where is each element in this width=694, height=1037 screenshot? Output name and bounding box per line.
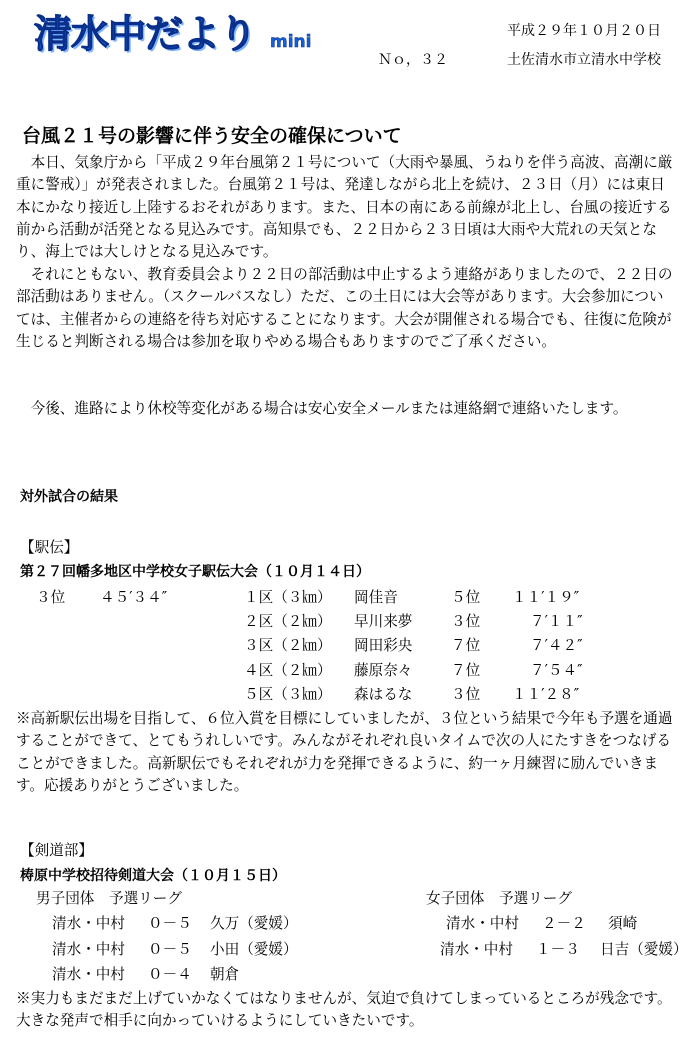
- leg-section: １区（３㎞）: [244, 589, 332, 606]
- results-heading: 対外試合の結果: [20, 489, 118, 505]
- ekiden-comment: ※高新駅伝出場を目指して、６位入賞を目標にしていましたが、３位という結果で今年も予選を通過することができて、とてもうれしいです。みんながそれぞれ良いタイムで次の人にたすきをつなげることができました。高新駅伝でもそれぞれが力を発揮できるように、約一ヶ月練習に励んでいきます。応援ありがとうございました。: [16, 710, 673, 794]
- match-score: ２－２: [542, 915, 586, 932]
- leg-place: ７位: [451, 662, 481, 679]
- kendo-event: 梼原中学校招待剣道大会（１０月１５日）: [20, 868, 286, 884]
- school-name: 土佐清水市立清水中学校: [507, 52, 661, 68]
- article-paragraph-1: 本日、気象庁から「平成２９年台風第２１号について（大雨や暴風、うねりを伴う高波、高潮に厳重に警戒）」が発表されました。台風第２１号は、発達しながら北上を続け、２３日（月）には東日本にかなり接近し上陸するおそれがあります。また、日本の南にある前線が北上し、台風の接近する前から活動が活発となる見込みです。高知県でも、２２日から２３日頃は大雨や大荒れの天気となり、海上では大しけとなる見込みです。: [16, 154, 673, 261]
- leg-place: ５位: [451, 589, 481, 606]
- newsletter-logo-mini: mini: [270, 32, 312, 52]
- leg-section: ２区（２㎞）: [244, 613, 332, 630]
- kendo-label: 【剣道部】: [20, 842, 93, 859]
- match-score: ０－４: [148, 966, 192, 983]
- article-paragraph-2: それにともない、教育委員会より２２日の部活動は中止するよう連絡がありましたので、２２日の部活動はありません。（スクールバスなし）ただ、この土日には大会等があります。大会参加については、主催者からの連絡を待ち対応することになります。大会が開催される場合でも、往復に危険が生じると判断される場合は参加を取りやめる場合もありますのでご了承ください。: [16, 266, 673, 350]
- leg-runner: 岡田彩央: [354, 637, 413, 654]
- match-team: 清水・中村: [446, 915, 519, 932]
- leg-section: ５区（３㎞）: [244, 686, 332, 703]
- leg-place: ３位: [451, 686, 481, 703]
- match-opponent: 久万（愛媛）: [210, 915, 298, 932]
- leg-time: ７′５４″: [530, 662, 583, 679]
- match-score: ０－５: [148, 941, 192, 958]
- ekiden-team-time: ４５′３４″: [100, 589, 168, 606]
- ekiden-team-place: ３位: [36, 589, 66, 606]
- match-team: 清水・中村: [52, 915, 125, 932]
- match-score: ０－５: [148, 915, 192, 932]
- match-opponent: 須崎: [608, 915, 638, 932]
- ekiden-event: 第２７回幡多地区中学校女子駅伝大会（１０月１４日）: [20, 564, 370, 580]
- leg-runner: 藤原奈々: [354, 662, 413, 679]
- leg-runner: 森はるな: [354, 686, 413, 703]
- leg-time: １１′２８″: [512, 686, 580, 703]
- leg-section: ３区（２㎞）: [244, 637, 332, 654]
- leg-place: ７位: [451, 637, 481, 654]
- match-team: 清水・中村: [52, 941, 125, 958]
- issue-number: Ｎｏ，３２: [378, 52, 448, 68]
- match-opponent: 日吉（愛媛）: [600, 941, 688, 958]
- match-opponent: 小田（愛媛）: [210, 941, 298, 958]
- leg-section: ４区（２㎞）: [244, 662, 332, 679]
- newsletter-logo: 清水中だより: [34, 12, 257, 56]
- article-title: 台風２１号の影響に伴う安全の確保について: [22, 125, 402, 147]
- issue-date: 平成２９年１０月２０日: [507, 23, 661, 39]
- kendo-boys-heading: 男子団体 予選リーグ: [36, 890, 182, 907]
- leg-runner: 岡佳音: [354, 589, 398, 606]
- match-score: １－３: [536, 941, 580, 958]
- article-paragraph-3: 今後、進路により休校等変化がある場合は安心安全メールまたは連絡網で連絡いたします。: [30, 400, 628, 417]
- kendo-girls-heading: 女子団体 予選リーグ: [426, 890, 572, 907]
- ekiden-label: 【駅伝】: [20, 539, 79, 556]
- match-opponent: 朝倉: [210, 966, 240, 983]
- match-team: 清水・中村: [52, 966, 125, 983]
- leg-place: ３位: [451, 613, 481, 630]
- leg-time: １１′１９″: [512, 589, 580, 606]
- leg-time: ７′１１″: [530, 613, 583, 630]
- kendo-comment: ※実力もまだまだ上げていかなくてはなりませんが、気迫で負けてしまっているところが残念です。大きな発声で相手に向かっていけるようにしていきたいです。: [16, 990, 672, 1030]
- match-team: 清水・中村: [440, 941, 513, 958]
- leg-runner: 早川来夢: [354, 613, 413, 630]
- leg-time: ７′４２″: [530, 637, 583, 654]
